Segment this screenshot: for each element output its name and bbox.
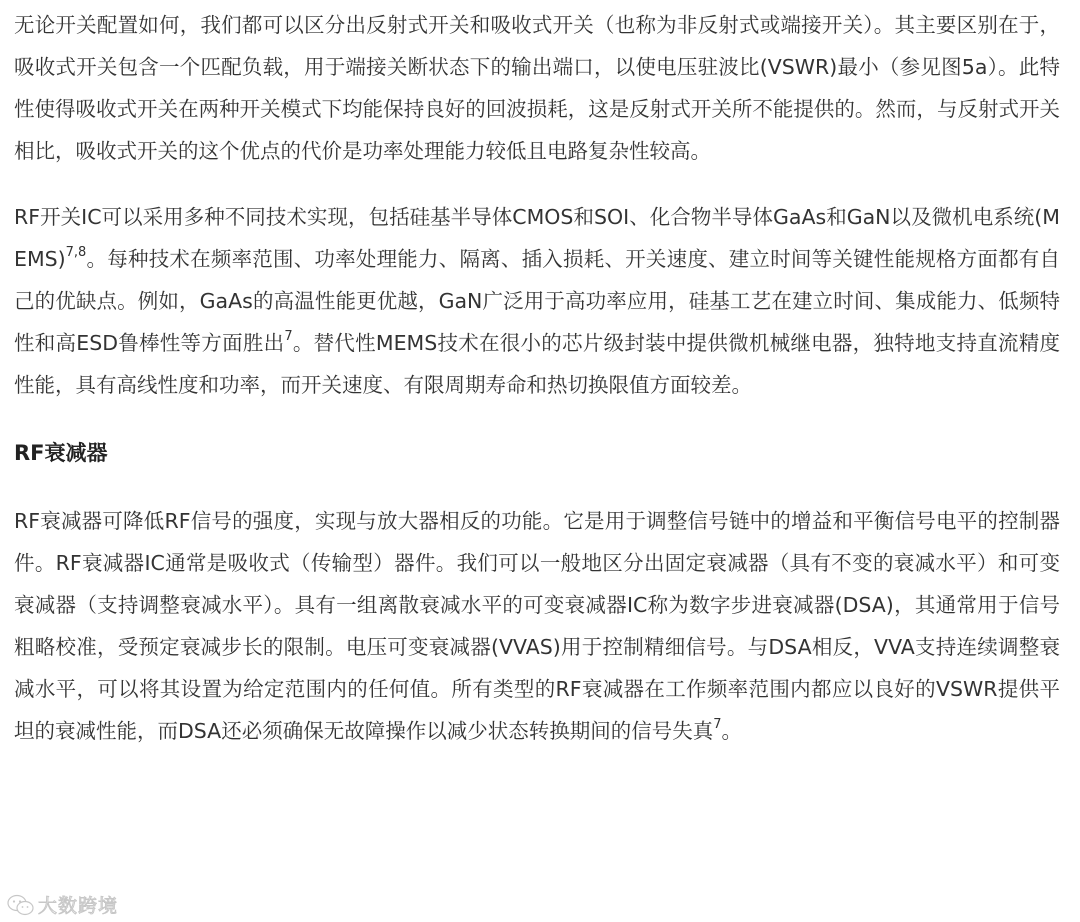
paragraph-text: 。每种技术在频率范围、功率处理能力、隔离、插入损耗、开关速度、建立时间等关键性能规格方面都有自己的优缺点。例如，GaAs的高温性能更优越，GaN广泛用于高功率应用，硅基工艺在建立时间、集成能力、低频特性和高ESD鲁棒性等方面胜出 bbox=[14, 247, 1060, 355]
paragraph-rf-attenuator bbox=[14, 500, 1060, 752]
reference-superscript: 7 bbox=[713, 717, 722, 733]
reference-superscript: 7,8 bbox=[65, 245, 87, 261]
article-body bbox=[14, 4, 1060, 752]
paragraph-switch-technologies bbox=[14, 196, 1060, 406]
paragraph-text: RF开关IC可以采用多种不同技术实现，包括硅基半导体CMOS和SOI、化合物半导体GaAs和GaN以及微机电系统(MEMS) bbox=[14, 205, 1060, 271]
paragraph-text: 。替代性MEMS技术在很小的芯片级封装中提供微机械继电器，独特地支持直流精度性能，具有高线性度和功率，而开关速度、有限周期寿命和热切换限值方面较差。 bbox=[14, 331, 1060, 397]
paragraph-text: RF衰减器可降低RF信号的强度，实现与放大器相反的功能。它是用于调整信号链中的增益和平衡信号电平的控制器件。RF衰减器IC通常是吸收式（传输型）器件。我们可以一般地区分出固定衰减器（具有不变的衰减水平）和可变衰减器（支持调整衰减水平）。具有一组离散衰减水平的可变衰减器IC称为数字步进衰减器(DSA)，其通常用于信号粗略校准，受预定衰减步长的限制。电压可变衰减器(VVAS)用于控制精细信号。与DSA相反，VVA支持连续调整衰减水平，可以将其设置为给定范围内的任何值。所有类型的RF衰减器在工作频率范围内都应以良好的VSWR提供平坦的衰减性能，而DSA还必须确保无故障操作以减少状态转换期间的信号失真 bbox=[14, 509, 1060, 743]
section-heading-rf-attenuator: RF衰减器 bbox=[14, 441, 108, 465]
paragraph-text: 。 bbox=[721, 719, 742, 743]
paragraph-text: 无论开关配置如何，我们都可以区分出反射式开关和吸收式开关（也称为非反射式或端接开关）。其主要区别在于，吸收式开关包含一个匹配负载，用于端接关断状态下的输出端口，以使电压驻波比(VSWR)最小（参见图5a）。此特性使得吸收式开关在两种开关模式下均能保持良好的回波损耗，这是反射式开关所不能提供的。然而，与反射式开关相比，吸收式开关的这个优点的代价是功率处理能力较低且电路复杂性较高。 bbox=[14, 13, 1060, 163]
wechat-logo-icon bbox=[6, 893, 36, 917]
watermark-text: 大数跨境 bbox=[38, 895, 119, 917]
reference-superscript: 7 bbox=[284, 329, 293, 345]
watermark bbox=[6, 891, 118, 918]
paragraph-switch-types bbox=[14, 4, 1060, 172]
